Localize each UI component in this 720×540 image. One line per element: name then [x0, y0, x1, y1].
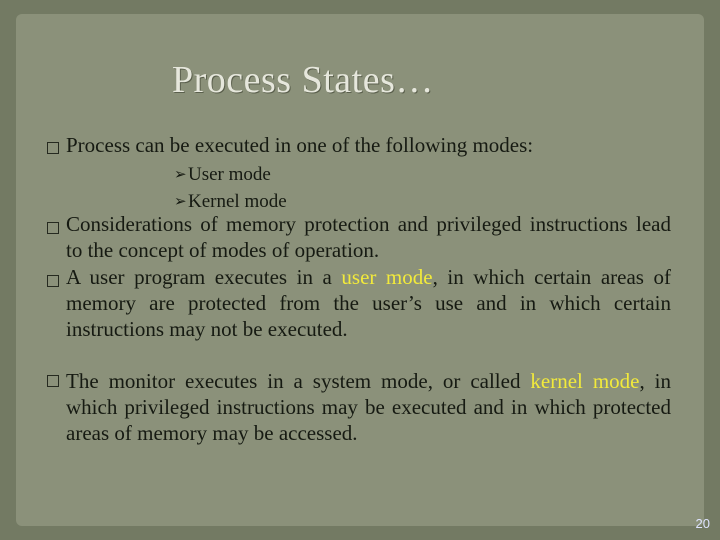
sub-item-user-mode: ➢User mode — [174, 162, 271, 188]
square-bullet-icon — [47, 375, 59, 387]
square-bullet-icon — [47, 222, 59, 234]
highlight-kernel-mode: kernel mode — [530, 369, 640, 393]
square-bullet-icon — [47, 142, 59, 154]
highlight-user-mode: user mode — [341, 265, 433, 289]
bullet-4-text: The monitor executes in a system mode, or called kernel mode, in which privileged instructions may be executed and in which protected areas of memory may be accessed. — [66, 369, 671, 445]
sub-item-kernel-mode: ➢Kernel mode — [174, 189, 287, 215]
bullet-3-text: A user program executes in a user mode, in which certain areas of memory are protected from the user’s use and in which certain instructions may not be executed. — [66, 265, 671, 341]
bullet-1-text: Process can be executed in one of the following modes: — [66, 133, 534, 157]
slide-title: Process States… — [172, 59, 434, 101]
page-number: 20 — [695, 516, 710, 531]
arrow-bullet-icon: ➢ — [174, 194, 187, 210]
arrow-bullet-icon: ➢ — [174, 167, 187, 183]
bullet-2-text: Considerations of memory protection and privileged instructions lead to the concept of modes of operation. — [66, 212, 671, 262]
square-bullet-icon — [47, 275, 59, 287]
